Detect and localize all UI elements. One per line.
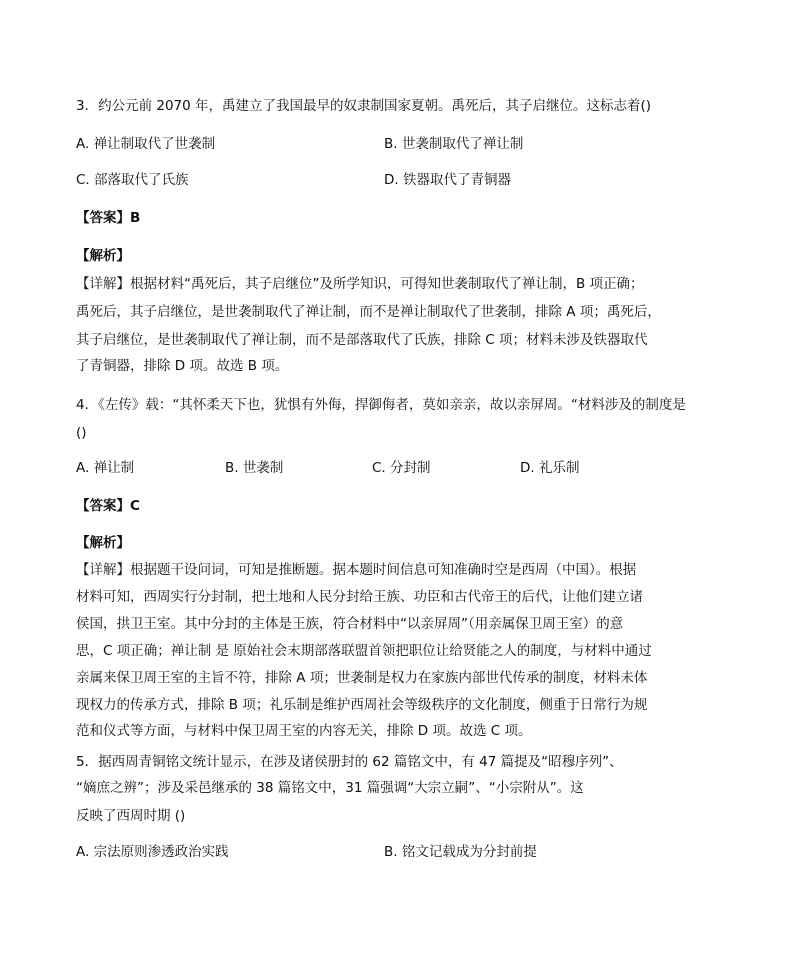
- q4-answer: 【答案】C: [76, 498, 140, 514]
- q3-option-d: D. 铁器取代了青铜器: [384, 172, 511, 188]
- q5-stem-line-3: 反映了西周时期 (): [76, 808, 186, 824]
- q3-detail-line-2: 禹死后，其子启继位，是世袭制取代了禅让制，而不是禅让制取代了世袭制，排除 A 项；禹死后，: [76, 304, 661, 320]
- q5-stem-line-2: “嫡庶之辨”；涉及采邑继承的 38 篇铭文中，31 篇强调“大宗立嗣”、“小宗附从”。这: [76, 780, 584, 796]
- q3-option-a: A. 禅让制取代了世袭制: [76, 136, 216, 152]
- q4-stem-line-1: 4．《左传》载：“其怀柔天下也，犹惧有外侮，捍御侮者，莫如亲亲，故以亲屏周。“材料涉及的制度是: [76, 397, 686, 413]
- q5-option-b: B. 铭文记载成为分封前提: [384, 844, 537, 860]
- q3-detail-line-1: 【详解】根据材料“禹死后，其子启继位”及所学知识，可得知世袭制取代了禅让制，B 项正确；: [76, 276, 644, 292]
- q4-option-b: B. 世袭制: [225, 460, 284, 476]
- q3-option-c: C. 部落取代了氏族: [76, 172, 189, 188]
- q4-detail-line-2: 材料可知，西周实行分封制，把土地和人民分封给王族、功臣和古代帝王的后代，让他们建立诸: [76, 589, 643, 605]
- q3-option-b: B. 世袭制取代了禅让制: [384, 136, 524, 152]
- q4-detail-line-1: 【详解】根据题干设问词，可知是推断题。据本题时间信息可知准确时空是西周（中国）。根据: [76, 562, 637, 578]
- q4-detail-line-5: 亲属来保卫周王室的主旨不符，排除 A 项；世袭制是权力在家族内部世代传承的制度，材料未体: [76, 670, 648, 686]
- q3-stem: 3．约公元前 2070 年，禹建立了我国最早的奴隶制国家夏朝。禹死后，其子启继位。这标志着(): [76, 98, 652, 114]
- q5-stem-line-1: 5．据西周青铜铭文统计显示，在涉及诸侯册封的 62 篇铭文中，有 47 篇提及“昭穆序列”、: [76, 754, 623, 770]
- q3-detail-line-4: 了青铜器，排除 D 项。故选 B 项。: [76, 358, 289, 374]
- q3-detail-line-3: 其子启继位，是世袭制取代了禅让制，而不是部落取代了氏族，排除 C 项；材料未涉及铁器取代: [76, 332, 648, 348]
- q4-detail-line-7: 范和仪式等方面，与材料中保卫周王室的内容无关，排除 D 项。故选 C 项。: [76, 723, 532, 739]
- q4-analysis-heading: 【解析】: [76, 535, 130, 551]
- q3-analysis-heading: 【解析】: [76, 248, 130, 264]
- q4-detail-line-4: 思，C 项正确；禅让制 是 原始社会末期部落联盟首领把职位让给贤能之人的制度，与材料中通过: [76, 643, 652, 659]
- q4-stem-line-2: (): [76, 425, 87, 441]
- q4-option-a: A. 禅让制: [76, 460, 135, 476]
- q4-option-c: C. 分封制: [372, 460, 431, 476]
- q4-detail-line-3: 侯国，拱卫王室。其中分封的主体是王族，符合材料中“以亲屏周”（用亲属保卫周王室）的意: [76, 616, 624, 632]
- q3-answer: 【答案】B: [76, 210, 141, 226]
- q5-option-a: A. 宗法原则渗透政治实践: [76, 844, 229, 860]
- q4-detail-line-6: 现权力的传承方式，排除 B 项；礼乐制是维护西周社会等级秩序的文化制度，侧重于日常行为规: [76, 697, 648, 713]
- q4-option-d: D. 礼乐制: [520, 460, 580, 476]
